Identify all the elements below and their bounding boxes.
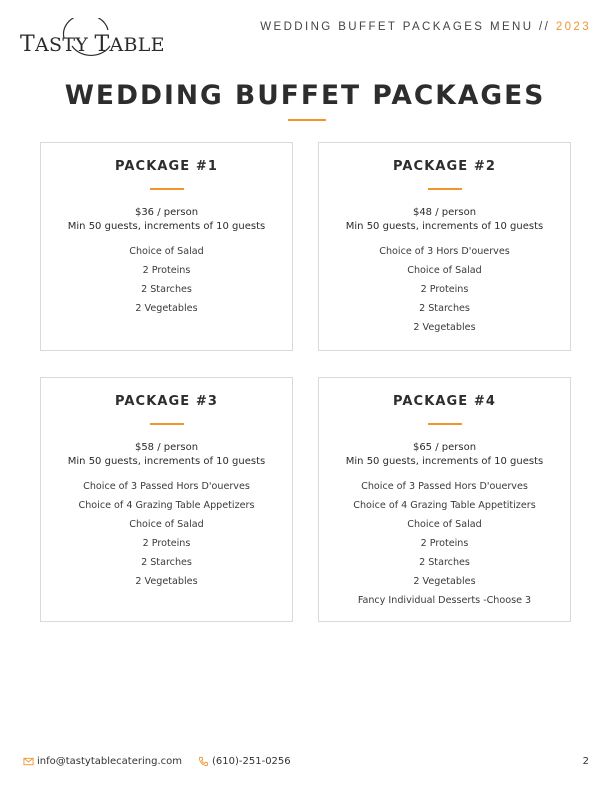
package-minimum: Min 50 guests, increments of 10 guests: [67, 456, 266, 467]
package-item: 2 Starches: [419, 303, 470, 314]
email-link[interactable]: info@tastytablecatering.com: [37, 756, 182, 767]
envelope-icon: [23, 756, 34, 767]
phone-icon: [198, 756, 209, 767]
package-item: Choice of Salad: [407, 519, 482, 530]
package-heading: PACKAGE #1: [114, 159, 219, 174]
package-items: [41, 477, 292, 591]
title-underline: [288, 119, 326, 121]
package-item: Choice of 3 Hors D'ouerves: [379, 246, 510, 257]
package-minimum: Min 50 guests, increments of 10 guests: [67, 221, 266, 232]
package-item: 2 Proteins: [420, 284, 469, 295]
footer-contact: [23, 756, 291, 767]
package-item: 2 Starches: [141, 284, 192, 295]
package-item: 2 Proteins: [420, 538, 469, 549]
package-divider: [150, 188, 184, 190]
package-item: Choice of 4 Grazing Table Appetizers: [78, 500, 255, 511]
package-heading: PACKAGE #3: [114, 394, 219, 409]
package-card-1: [40, 142, 293, 351]
package-items: [319, 477, 570, 610]
package-items: [319, 242, 570, 337]
package-item: 2 Vegetables: [135, 303, 198, 314]
document-label: [260, 21, 591, 33]
page-title: WEDDING BUFFET PACKAGES: [64, 80, 546, 111]
package-item: Choice of Salad: [129, 246, 204, 257]
package-item: 2 Proteins: [142, 265, 191, 276]
package-card-2: [318, 142, 571, 351]
package-minimum: Min 50 guests, increments of 10 guests: [345, 221, 544, 232]
tasty-table-logo: [20, 18, 165, 62]
package-item: Choice of Salad: [407, 265, 482, 276]
logo-wordmark: TASTY TABLE: [20, 32, 165, 57]
package-price: $48 / person: [412, 207, 477, 218]
package-item: 2 Proteins: [142, 538, 191, 549]
package-item: 2 Vegetables: [413, 576, 476, 587]
document-label-text: WEDDING BUFFET PACKAGES MENU //: [260, 21, 556, 33]
package-item: Choice of 3 Passed Hors D'ouerves: [361, 481, 528, 492]
package-item: Choice of Salad: [129, 519, 204, 530]
package-divider: [150, 423, 184, 425]
package-item: 2 Starches: [419, 557, 470, 568]
package-minimum: Min 50 guests, increments of 10 guests: [345, 456, 544, 467]
package-card-3: [40, 377, 293, 622]
package-item: 2 Vegetables: [135, 576, 198, 587]
package-item: Choice of 4 Grazing Table Appetitizers: [353, 500, 536, 511]
phone-link[interactable]: (610)-251-0256: [212, 756, 291, 767]
package-item: 2 Vegetables: [413, 322, 476, 333]
package-price: $58 / person: [134, 442, 199, 453]
package-heading: PACKAGE #4: [392, 394, 497, 409]
package-divider: [428, 188, 462, 190]
package-items: [41, 242, 292, 318]
package-item: 2 Starches: [141, 557, 192, 568]
package-divider: [428, 423, 462, 425]
package-heading: PACKAGE #2: [392, 159, 497, 174]
document-year: 2023: [555, 21, 591, 33]
package-item: Choice of 3 Passed Hors D'ouerves: [83, 481, 250, 492]
package-card-4: [318, 377, 571, 622]
package-item: Fancy Individual Desserts -Choose 3: [357, 595, 532, 606]
package-price: $65 / person: [412, 442, 477, 453]
page-number: 2: [582, 756, 589, 767]
package-price: $36 / person: [134, 207, 199, 218]
